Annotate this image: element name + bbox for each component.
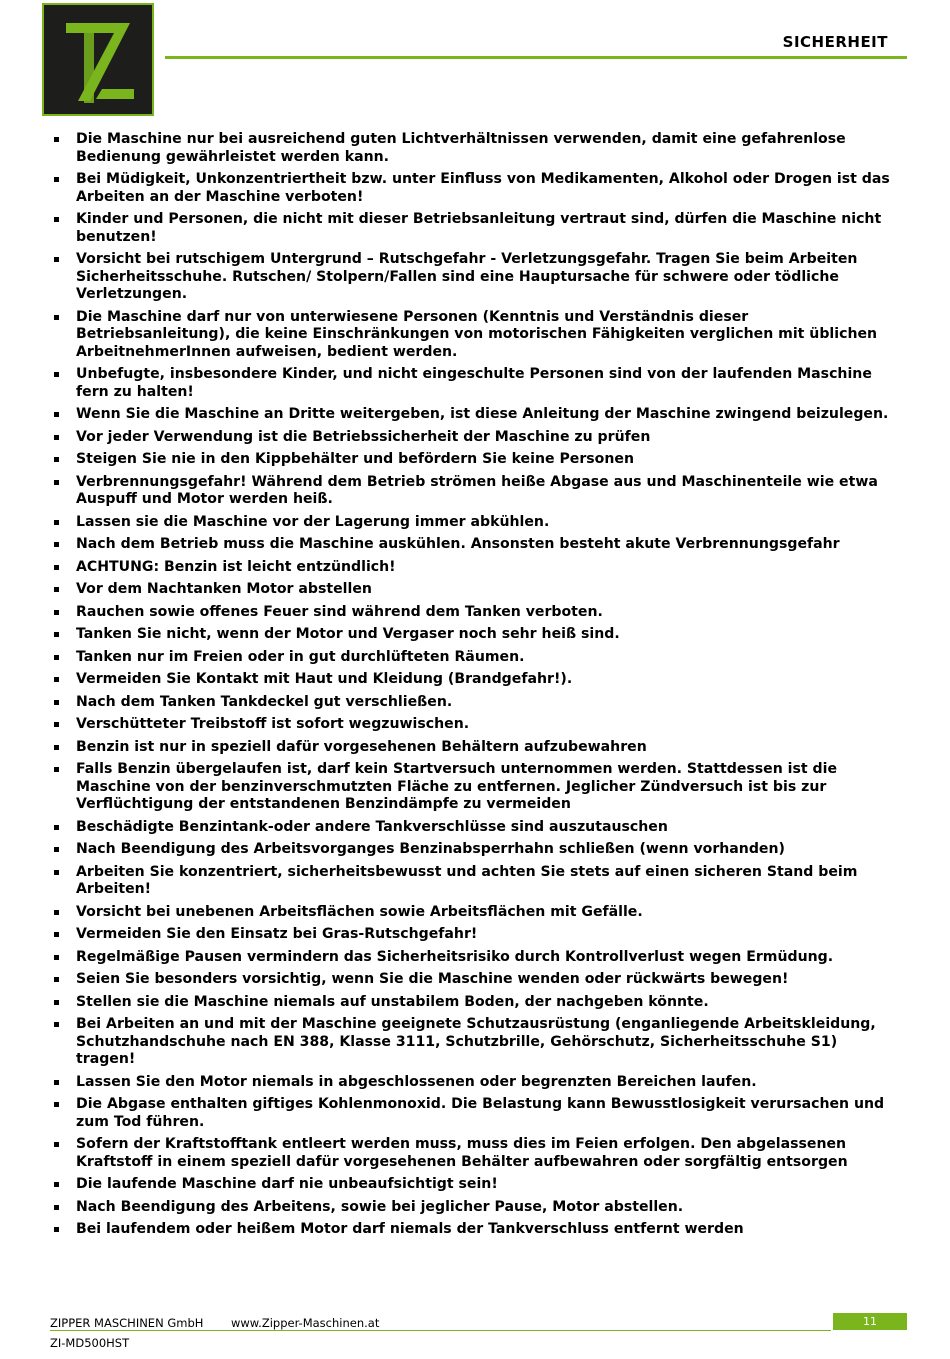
safety-item xyxy=(50,309,896,362)
bullet-square-icon xyxy=(54,137,59,142)
safety-item-text: Rauchen sowie offenes Feuer sind während dem Tanken verboten. xyxy=(76,603,603,620)
bullet-square-icon xyxy=(54,677,59,682)
safety-item xyxy=(50,559,896,577)
bullet-square-icon xyxy=(54,1142,59,1147)
safety-item xyxy=(50,366,896,401)
safety-item xyxy=(50,171,896,206)
safety-item xyxy=(50,716,896,734)
safety-item xyxy=(50,581,896,599)
safety-item-text: Bei laufendem oder heißem Motor darf niemals der Tankverschluss entfernt werden xyxy=(76,1221,744,1237)
safety-item xyxy=(50,949,896,967)
bullet-square-icon xyxy=(54,977,59,982)
safety-item xyxy=(50,1221,896,1239)
footer-website: www.Zipper-Maschinen.at xyxy=(231,1316,380,1330)
safety-item-text: Benzin ist nur in speziell dafür vorgesehenen Behältern aufzubewahren xyxy=(76,738,647,755)
safety-item-text: Steigen Sie nie in den Kippbehälter und befördern Sie keine Personen xyxy=(76,451,634,467)
bullet-square-icon xyxy=(54,217,59,222)
safety-item-text: Unbefugte, insbesondere Kinder, und nicht eingeschulte Personen sind von der laufenden Maschine fern zu halten! xyxy=(76,366,872,400)
safety-item xyxy=(50,131,896,166)
safety-item-text: Sofern der Kraftstofftank entleert werden muss, muss dies im Feien erfolgen. Den abgelassenen Kraftstoff in einem speziell dafür vorgesehenen Behälter aufbewahren oder sorgfältig entsorgen xyxy=(76,1136,848,1170)
bullet-square-icon xyxy=(54,520,59,525)
safety-item-text: Bei Arbeiten an und mit der Maschine geeignete Schutzausrüstung (enganliegende Arbeitskleidung, Schutzhandschuhe nach EN 388, Klasse 3111, Schutzbrille, Gehörschutz, Sicherheitsschuhe S1) tragen! xyxy=(76,1016,876,1067)
safety-item-text: Wenn Sie die Maschine an Dritte weitergeben, ist diese Anleitung der Maschine zwingend beizulegen. xyxy=(76,406,889,422)
safety-item xyxy=(50,1096,896,1131)
safety-item-text: Nach Beendigung des Arbeitsvorganges Benzinabsperrhahn schließen (wenn vorhanden) xyxy=(76,841,785,857)
safety-item xyxy=(50,536,896,554)
safety-item xyxy=(50,211,896,246)
safety-item-text: Falls Benzin übergelaufen ist, darf kein Startversuch unternommen werden. Stattdessen ist die Maschine von der benzinverschmutzten Fläche zu entfernen. Jeglicher Zündversuch ist bis zur Verflüchtigung der entstandenen Benzindämpfe zu vermeiden xyxy=(76,761,837,812)
page-number: 11 xyxy=(833,1313,907,1330)
footer-divider xyxy=(50,1330,831,1331)
safety-item xyxy=(50,474,896,509)
safety-item-text: Seien Sie besonders vorsichtig, wenn Sie die Maschine wenden oder rückwärts bewegen! xyxy=(76,971,789,987)
safety-item-text: Vermeiden Sie den Einsatz bei Gras-Rutschgefahr! xyxy=(76,926,478,942)
safety-item xyxy=(50,1074,896,1092)
safety-item xyxy=(50,694,896,712)
safety-item xyxy=(50,514,896,532)
bullet-square-icon xyxy=(54,955,59,960)
bullet-square-icon xyxy=(54,767,59,772)
safety-item-text: Nach dem Tanken Tankdeckel gut verschließen. xyxy=(76,693,453,710)
safety-item-text: Stellen sie die Maschine niemals auf unstabilem Boden, der nachgeben könnte. xyxy=(76,993,709,1010)
safety-item-text: Nach dem Betrieb muss die Maschine auskühlen. Ansonsten besteht akute Verbrennungsgefahr xyxy=(76,536,840,552)
bullet-square-icon xyxy=(54,257,59,262)
bullet-square-icon xyxy=(54,587,59,592)
safety-item-text: ACHTUNG: Benzin ist leicht entzündlich! xyxy=(76,558,396,575)
bullet-square-icon xyxy=(54,847,59,852)
safety-item-text: Tanken Sie nicht, wenn der Motor und Vergaser noch sehr heiß sind. xyxy=(76,626,620,642)
safety-item-text: Vorsicht bei unebenen Arbeitsflächen sowie Arbeitsflächen mit Gefälle. xyxy=(76,903,643,920)
safety-item-text: Verschütteter Treibstoff ist sofort wegzuwischen. xyxy=(76,716,470,732)
safety-item-text: Bei Müdigkeit, Unkonzentriertheit bzw. unter Einfluss von Medikamenten, Alkohol oder Drogen ist das Arbeiten an der Maschine verboten! xyxy=(76,171,890,205)
bullet-square-icon xyxy=(54,1022,59,1027)
safety-item-text: Vor dem Nachtanken Motor abstellen xyxy=(76,581,372,597)
bullet-square-icon xyxy=(54,1102,59,1107)
safety-item xyxy=(50,761,896,814)
safety-item xyxy=(50,1199,896,1217)
section-title: SICHERHEIT xyxy=(782,33,888,51)
safety-item-text: Regelmäßige Pausen vermindern das Sicherheitsrisiko durch Kontrollverlust wegen Ermüdung. xyxy=(76,948,834,965)
bullet-square-icon xyxy=(54,870,59,875)
zipper-z-logo-icon xyxy=(44,5,152,114)
safety-item xyxy=(50,1176,896,1194)
safety-item xyxy=(50,994,896,1012)
bullet-square-icon xyxy=(54,542,59,547)
safety-item-text: Die laufende Maschine darf nie unbeaufsichtigt sein! xyxy=(76,1176,498,1192)
bullet-square-icon xyxy=(54,457,59,462)
safety-item xyxy=(50,671,896,689)
safety-item xyxy=(50,604,896,622)
safety-item-text: Die Maschine nur bei ausreichend guten Lichtverhältnissen verwenden, damit eine gefahrenlose Bedienung gewährleistet werden kann. xyxy=(76,131,846,165)
safety-item-text: Vor jeder Verwendung ist die Betriebssicherheit der Maschine zu prüfen xyxy=(76,428,651,445)
safety-item-text: Lassen Sie den Motor niemals in abgeschlossenen oder begrenzten Bereichen laufen. xyxy=(76,1073,757,1090)
bullet-square-icon xyxy=(54,722,59,727)
safety-item xyxy=(50,1136,896,1171)
safety-content xyxy=(50,131,896,1244)
safety-item xyxy=(50,626,896,644)
bullet-square-icon xyxy=(54,932,59,937)
safety-item xyxy=(50,649,896,667)
bullet-square-icon xyxy=(54,1205,59,1210)
safety-item xyxy=(50,251,896,304)
safety-item xyxy=(50,841,896,859)
zipper-logo xyxy=(42,3,154,116)
bullet-square-icon xyxy=(54,1000,59,1005)
bullet-square-icon xyxy=(54,632,59,637)
safety-item-text: Lassen sie die Maschine vor der Lagerung immer abkühlen. xyxy=(76,513,550,530)
bullet-square-icon xyxy=(54,910,59,915)
safety-item-text: Vermeiden Sie Kontakt mit Haut und Kleidung (Brandgefahr!). xyxy=(76,671,573,687)
safety-item-text: Arbeiten Sie konzentriert, sicherheitsbewusst und achten Sie stets auf einen sicheren Stand beim Arbeiten! xyxy=(76,863,858,897)
bullet-square-icon xyxy=(54,1227,59,1232)
safety-item xyxy=(50,406,896,424)
bullet-square-icon xyxy=(54,1182,59,1187)
safety-item-text: Vorsicht bei rutschigem Untergrund – Rutschgefahr - Verletzungsgefahr. Tragen Sie beim Arbeiten Sicherheitsschuhe. Rutschen/ Stolpern/Fallen sind eine Hauptursache für schwere oder tödliche Verletzungen. xyxy=(76,251,858,302)
bullet-square-icon xyxy=(54,610,59,615)
safety-item xyxy=(50,971,896,989)
bullet-square-icon xyxy=(54,372,59,377)
safety-item xyxy=(50,926,896,944)
safety-item xyxy=(50,819,896,837)
safety-item-text: Nach Beendigung des Arbeitens, sowie bei jeglicher Pause, Motor abstellen. xyxy=(76,1198,684,1215)
bullet-square-icon xyxy=(54,700,59,705)
header-divider xyxy=(165,56,907,59)
bullet-square-icon xyxy=(54,825,59,830)
footer-model: ZI-MD500HST xyxy=(50,1336,130,1350)
safety-item-text: Tanken nur im Freien oder in gut durchlüfteten Räumen. xyxy=(76,648,525,665)
bullet-square-icon xyxy=(54,480,59,485)
safety-item-text: Beschädigte Benzintank-oder andere Tankverschlüsse sind auszutauschen xyxy=(76,818,668,835)
safety-item-text: Verbrennungsgefahr! Während dem Betrieb strömen heiße Abgase aus und Maschinenteile wie etwa Auspuff und Motor werden heiß. xyxy=(76,473,878,507)
bullet-square-icon xyxy=(54,565,59,570)
safety-item-text: Kinder und Personen, die nicht mit dieser Betriebsanleitung vertraut sind, dürfen die Maschine nicht benutzen! xyxy=(76,211,882,245)
bullet-square-icon xyxy=(54,315,59,320)
bullet-square-icon xyxy=(54,1080,59,1085)
page-footer xyxy=(50,1313,907,1353)
bullet-square-icon xyxy=(54,745,59,750)
safety-item-text: Die Abgase enthalten giftiges Kohlenmonoxid. Die Belastung kann Bewusstlosigkeit verursachen und zum Tod führen. xyxy=(76,1096,885,1130)
bullet-square-icon xyxy=(54,412,59,417)
footer-company: ZIPPER MASCHINEN GmbH xyxy=(50,1316,204,1330)
safety-item xyxy=(50,1016,896,1069)
safety-item-text: Die Maschine darf nur von unterwiesene Personen (Kenntnis und Verständnis dieser Betriebsanleitung), die keine Einschränkungen von motorischen Fähigkeiten verglichen mit üblichen ArbeitnehmerInnen aufweisen, bedient werden. xyxy=(76,308,878,360)
safety-item xyxy=(50,429,896,447)
safety-instructions-list xyxy=(50,131,896,1239)
safety-item xyxy=(50,864,896,899)
bullet-square-icon xyxy=(54,435,59,440)
bullet-square-icon xyxy=(54,655,59,660)
safety-item xyxy=(50,451,896,469)
bullet-square-icon xyxy=(54,177,59,182)
safety-item xyxy=(50,904,896,922)
safety-item xyxy=(50,739,896,757)
